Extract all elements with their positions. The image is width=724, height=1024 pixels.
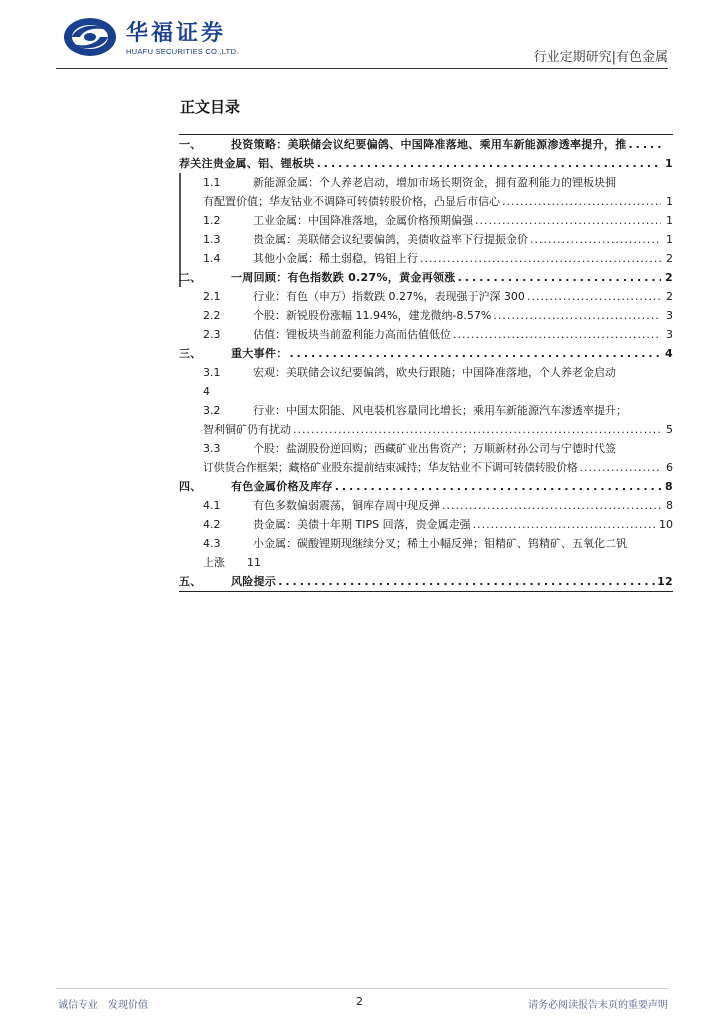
- toc-entry[interactable]: [179, 401, 673, 420]
- toc-entry[interactable]: [179, 306, 673, 325]
- toc-entry-number: 1.2: [203, 214, 221, 227]
- toc-entry-page: 1: [666, 233, 673, 246]
- toc-entry-page: 3: [666, 309, 673, 322]
- toc-dot-leader: [290, 344, 662, 363]
- toc-entry-number: 三、: [179, 347, 202, 360]
- toc-entry[interactable]: [179, 553, 673, 572]
- toc-entry[interactable]: [179, 458, 673, 477]
- toc-entry-page: 3: [666, 328, 673, 341]
- toc-entry-number: 4.1: [203, 499, 221, 512]
- page-header: [0, 0, 724, 90]
- toc-entry-continuation: 订供货合作框架；藏格矿业股东提前结束减持；华友钴业不下调可转债转股价格: [203, 461, 578, 474]
- toc-entry-title: 风险提示: [231, 575, 277, 588]
- toc-entry-page: 2: [666, 290, 673, 303]
- toc-entry[interactable]: [179, 192, 673, 211]
- toc-entry[interactable]: [179, 268, 673, 287]
- toc-entry-number: 1.4: [203, 252, 221, 265]
- toc-entry[interactable]: [179, 287, 673, 306]
- toc-entry[interactable]: [179, 572, 673, 591]
- toc-entry-number: 4.2: [203, 518, 221, 531]
- toc-entry[interactable]: [179, 420, 673, 439]
- toc-lines: [179, 135, 673, 591]
- toc-entry[interactable]: [179, 211, 673, 230]
- toc-entry[interactable]: [179, 534, 673, 553]
- toc-entry-page: 12: [657, 575, 673, 588]
- toc-entry-number: 1.1: [203, 176, 221, 189]
- toc-dot-leader: [473, 515, 657, 534]
- company-logo: [62, 14, 252, 60]
- toc-entry-page: 1: [666, 214, 673, 227]
- toc-entry-number: 1.3: [203, 233, 221, 246]
- toc-entry[interactable]: [179, 515, 673, 534]
- toc-entry-page: 5: [666, 423, 673, 436]
- toc-entry-page: 8: [665, 480, 673, 493]
- toc-entry-number: 3.3: [203, 442, 221, 455]
- toc-dot-leader: [475, 211, 661, 230]
- toc-entry-title: 个股：新锐股份涨幅 11.94%，建龙微纳-8.57%: [253, 309, 492, 322]
- toc-entry-number: 四、: [179, 480, 202, 493]
- toc-entry[interactable]: [179, 477, 673, 496]
- toc-entry[interactable]: [179, 325, 673, 344]
- toc-entry[interactable]: [179, 230, 673, 249]
- toc-dot-leader: [493, 306, 661, 325]
- toc-entry-title: 小金属：碳酸锂期现继续分叉；稀土小幅反弹；钼精矿、钨精矿、五氧化二钒: [253, 537, 627, 550]
- toc-dot-leader: [335, 477, 661, 496]
- toc-dot-leader: [502, 192, 661, 211]
- toc-entry[interactable]: [179, 496, 673, 515]
- toc-entry-title: 投资策略：美联储会议纪要偏鸽、中国降准落地、乘用车新能源渗透率提升，推: [231, 138, 627, 151]
- toc-entry-page: 6: [666, 461, 673, 474]
- toc-entry-continuation: 荐关注贵金属、铝、锂板块: [179, 157, 315, 170]
- toc-entry-title: 宏观：美联储会议纪要偏鸽，欧央行跟随；中国降准落地，个人养老金启动: [253, 366, 616, 379]
- toc-entry[interactable]: [179, 135, 673, 154]
- footer-slogan: 诚信专业 发现价值: [58, 1000, 148, 1011]
- page-number: 2: [356, 995, 363, 1008]
- toc-entry-title: 工业金属：中国降准落地，金属价格预期偏强: [253, 214, 473, 227]
- toc-dot-leader: [580, 458, 662, 477]
- toc-entry-number: 4.3: [203, 537, 221, 550]
- toc-dot-leader: [317, 154, 661, 173]
- toc-entry-continuation: 4: [203, 385, 210, 398]
- footer-disclaimer: 请务必阅读报告末页的重要声明: [528, 1000, 668, 1011]
- report-type: 行业定期研究|有色金属: [533, 50, 668, 65]
- toc-entry[interactable]: [179, 439, 673, 458]
- toc-entry-number: 3.1: [203, 366, 221, 379]
- toc-entry-title: 一周回顾：有色指数跌 0.27%，黄金再领涨: [231, 271, 456, 284]
- toc-entry-number: 2.2: [203, 309, 221, 322]
- toc-entry-page: 1: [665, 157, 673, 170]
- toc-entry[interactable]: [179, 344, 673, 363]
- toc-dot-leader: [420, 249, 661, 268]
- toc-entry-number: 五、: [179, 575, 202, 588]
- toc-entry-title: 行业：有色（申万）指数跌 0.27%，表现强于沪深 300: [253, 290, 525, 303]
- toc-entry-number: 二、: [179, 271, 202, 284]
- toc-entry-page: 8: [666, 499, 673, 512]
- toc-entry-page: 10: [659, 518, 673, 531]
- toc-entry[interactable]: [179, 173, 673, 192]
- toc-entry-continuation: 智利铜矿仍有扰动: [203, 423, 291, 436]
- toc-entry-number: 2.1: [203, 290, 221, 303]
- toc-dot-leader: [629, 135, 662, 154]
- logo-chinese-name: 华福证券: [126, 20, 227, 46]
- toc-dot-leader: [293, 420, 661, 439]
- toc-entry-title: 其他小金属：稀土弱稳，钨钼上行: [253, 252, 418, 265]
- toc-entry-number: 2.3: [203, 328, 221, 341]
- footer-divider: [56, 988, 668, 989]
- toc-entry-title: 有色金属价格及库存: [231, 480, 333, 493]
- toc-title: 正文目录: [180, 98, 241, 116]
- toc-dot-leader: [527, 287, 661, 306]
- toc-entry-page: 4: [665, 347, 673, 360]
- toc-entry-continuation: 有配置价值；华友钴业不调降可转债转股价格，凸显后市信心: [203, 195, 500, 208]
- toc-entry-title: 有色多数偏弱震荡，铜库存周中现反弹: [253, 499, 440, 512]
- toc-entry-number: 一、: [179, 138, 202, 151]
- toc-dot-leader: [278, 572, 655, 591]
- toc-entry[interactable]: [179, 249, 673, 268]
- header-divider: [56, 68, 668, 69]
- toc-entry[interactable]: [179, 382, 673, 401]
- toc-entry-title: 重大事件：: [231, 347, 288, 360]
- toc-entry-continuation: 上涨 11: [203, 556, 261, 569]
- toc-entry-title: 贵金属：美债十年期 TIPS 回落，贵金属走强: [253, 518, 471, 531]
- toc-entry-title: 新能源金属：个人养老启动，增加市场长期资金，拥有盈利能力的锂板块拥: [253, 176, 616, 189]
- toc-entry-title: 行业：中国太阳能、风电装机容量同比增长；乘用车新能源汽车渗透率提升；: [253, 404, 627, 417]
- toc-entry-title: 估值：锂板块当前盈利能力高而估值低位: [253, 328, 451, 341]
- toc-entry-number: 3.2: [203, 404, 221, 417]
- logo-english-name: HUAFU SECURITIES CO.,LTD.: [126, 47, 239, 56]
- toc-entry-page: 2: [666, 252, 673, 265]
- huafu-logo-icon: [62, 14, 118, 60]
- toc-entry[interactable]: [179, 363, 673, 382]
- toc-entry-page: 2: [665, 271, 673, 284]
- toc-entry-page: 1: [666, 195, 673, 208]
- toc-entry-title: 个股：盐湖股份逆回购；西藏矿业出售资产；万顺新材孙公司与宁德时代签: [253, 442, 616, 455]
- table-of-contents: [179, 134, 673, 592]
- toc-entry[interactable]: [179, 154, 673, 173]
- toc-dot-leader: [530, 230, 661, 249]
- toc-dot-leader: [458, 268, 661, 287]
- toc-dot-leader: [453, 325, 661, 344]
- toc-dot-leader: [442, 496, 661, 515]
- toc-entry-title: 贵金属：美联储会议纪要偏鸽，美债收益率下行提振金价: [253, 233, 528, 246]
